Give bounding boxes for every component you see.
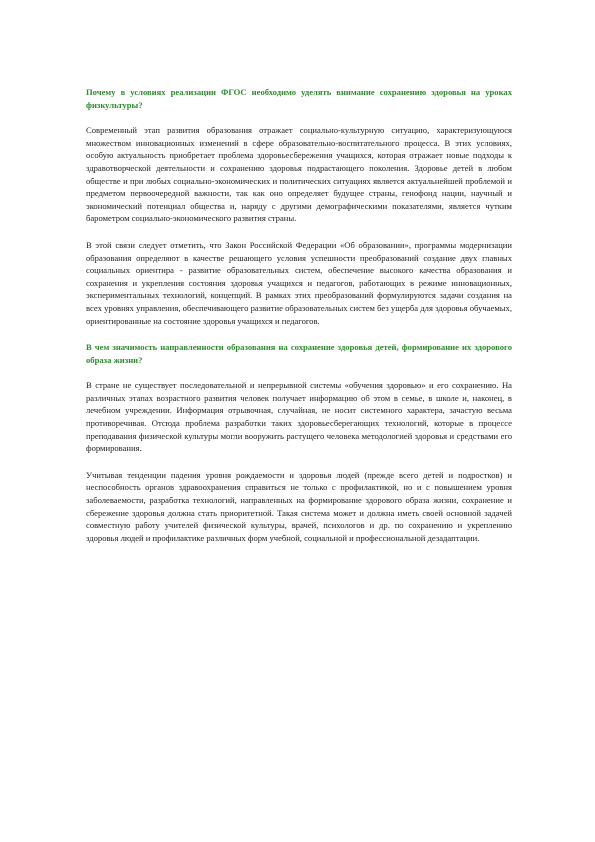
section-heading-2: В чем значимость направленности образования на сохранение здоровья детей, формирование их здорового образа жизни?: [86, 342, 512, 365]
section-2-paragraph-1: В стране не существует последовательной и непрерывной системы «обучения здоровью» и его сохранению. На различных этапах возрастного развития человек получает информацию об этом в семье, в школе и, наконец, в лечебном учреждении. Информация отрывочная, случайная, не носит системного характера, зачастую весьма противоречивая. Отсюда проблема разработки таких здоровьесберегающих технологий, которые в процессе преподавания физической культуры могли вооружить растущего человека методологией здоровья и средствами его формирования.: [86, 380, 512, 454]
spacer: [86, 455, 512, 469]
document-body: [86, 86, 512, 544]
spacer: [86, 366, 512, 379]
section-1-paragraph-1: Современный этап развития образования отражает социально-культурную ситуацию, характеризующуюся множеством инновационных изменений в сфере образовательно-воспитательного процесса. В этих условиях, особую актуальность приобретает проблема здоровьесбережения учащихся, которая отражает новые подходы к здравотворческой деятельности и сохранению здоровья подрастающего поколения. Здоровье детей в любом обществе и при любых социально-экономических и политических ситуациях является актуальнейшей проблемой и предметом первоочередной важности, так как оно определяет будущее страны, генофонд нации, научный и экономический потенциал общества и, наряду с другими демографическими показателями, является чутким барометром социально-экономического развития страны.: [86, 125, 512, 224]
section-1-paragraph-2: В этой связи следует отметить, что Закон Российской Федерации «Об образовании», программы модернизации образования определяют в качестве решающего условия успешности преобразований создание двух главных социальных ориентира - развитие образовательных систем, обеспечение высокого качества образования и сохранения и укрепления состояния здоровья учащихся и педагогов, работающих в режиме инновационных, экспериментальных технологий, концепций. В рамках этих преобразований формулируются задачи создания на всех уровнях управления, обеспечивающего развитие образовательных систем без ущерба для здоровья обучаемых, ориентированные на состояние здоровья учащихся и педагогов.: [86, 239, 512, 326]
spacer: [86, 111, 512, 124]
spacer: [86, 225, 512, 239]
section-heading-1: Почему в условиях реализации ФГОС необходимо уделять внимание сохранению здоровья на уроках физкультуры?: [86, 87, 512, 110]
section-2-paragraph-2: Учитывая тенденции падения уровня рождаемости и здоровья людей (прежде всего детей и подростков) и неспособность органов здравоохранения справиться не только с профилактикой, но и с повышением уровня заболеваемости, разработка технологий, направленных на формирование здорового образа жизни, сохранение и сбережение здоровья должна стать приоритетной. Такая система может и должна иметь своей основной задачей совместную работу учителей физической культуры, врачей, психологов и др. по сохранению и укреплению здоровья людей и профилактике различных форм учебной, социальной и профессиональной дезадаптации.: [86, 469, 512, 543]
spacer: [86, 327, 512, 341]
